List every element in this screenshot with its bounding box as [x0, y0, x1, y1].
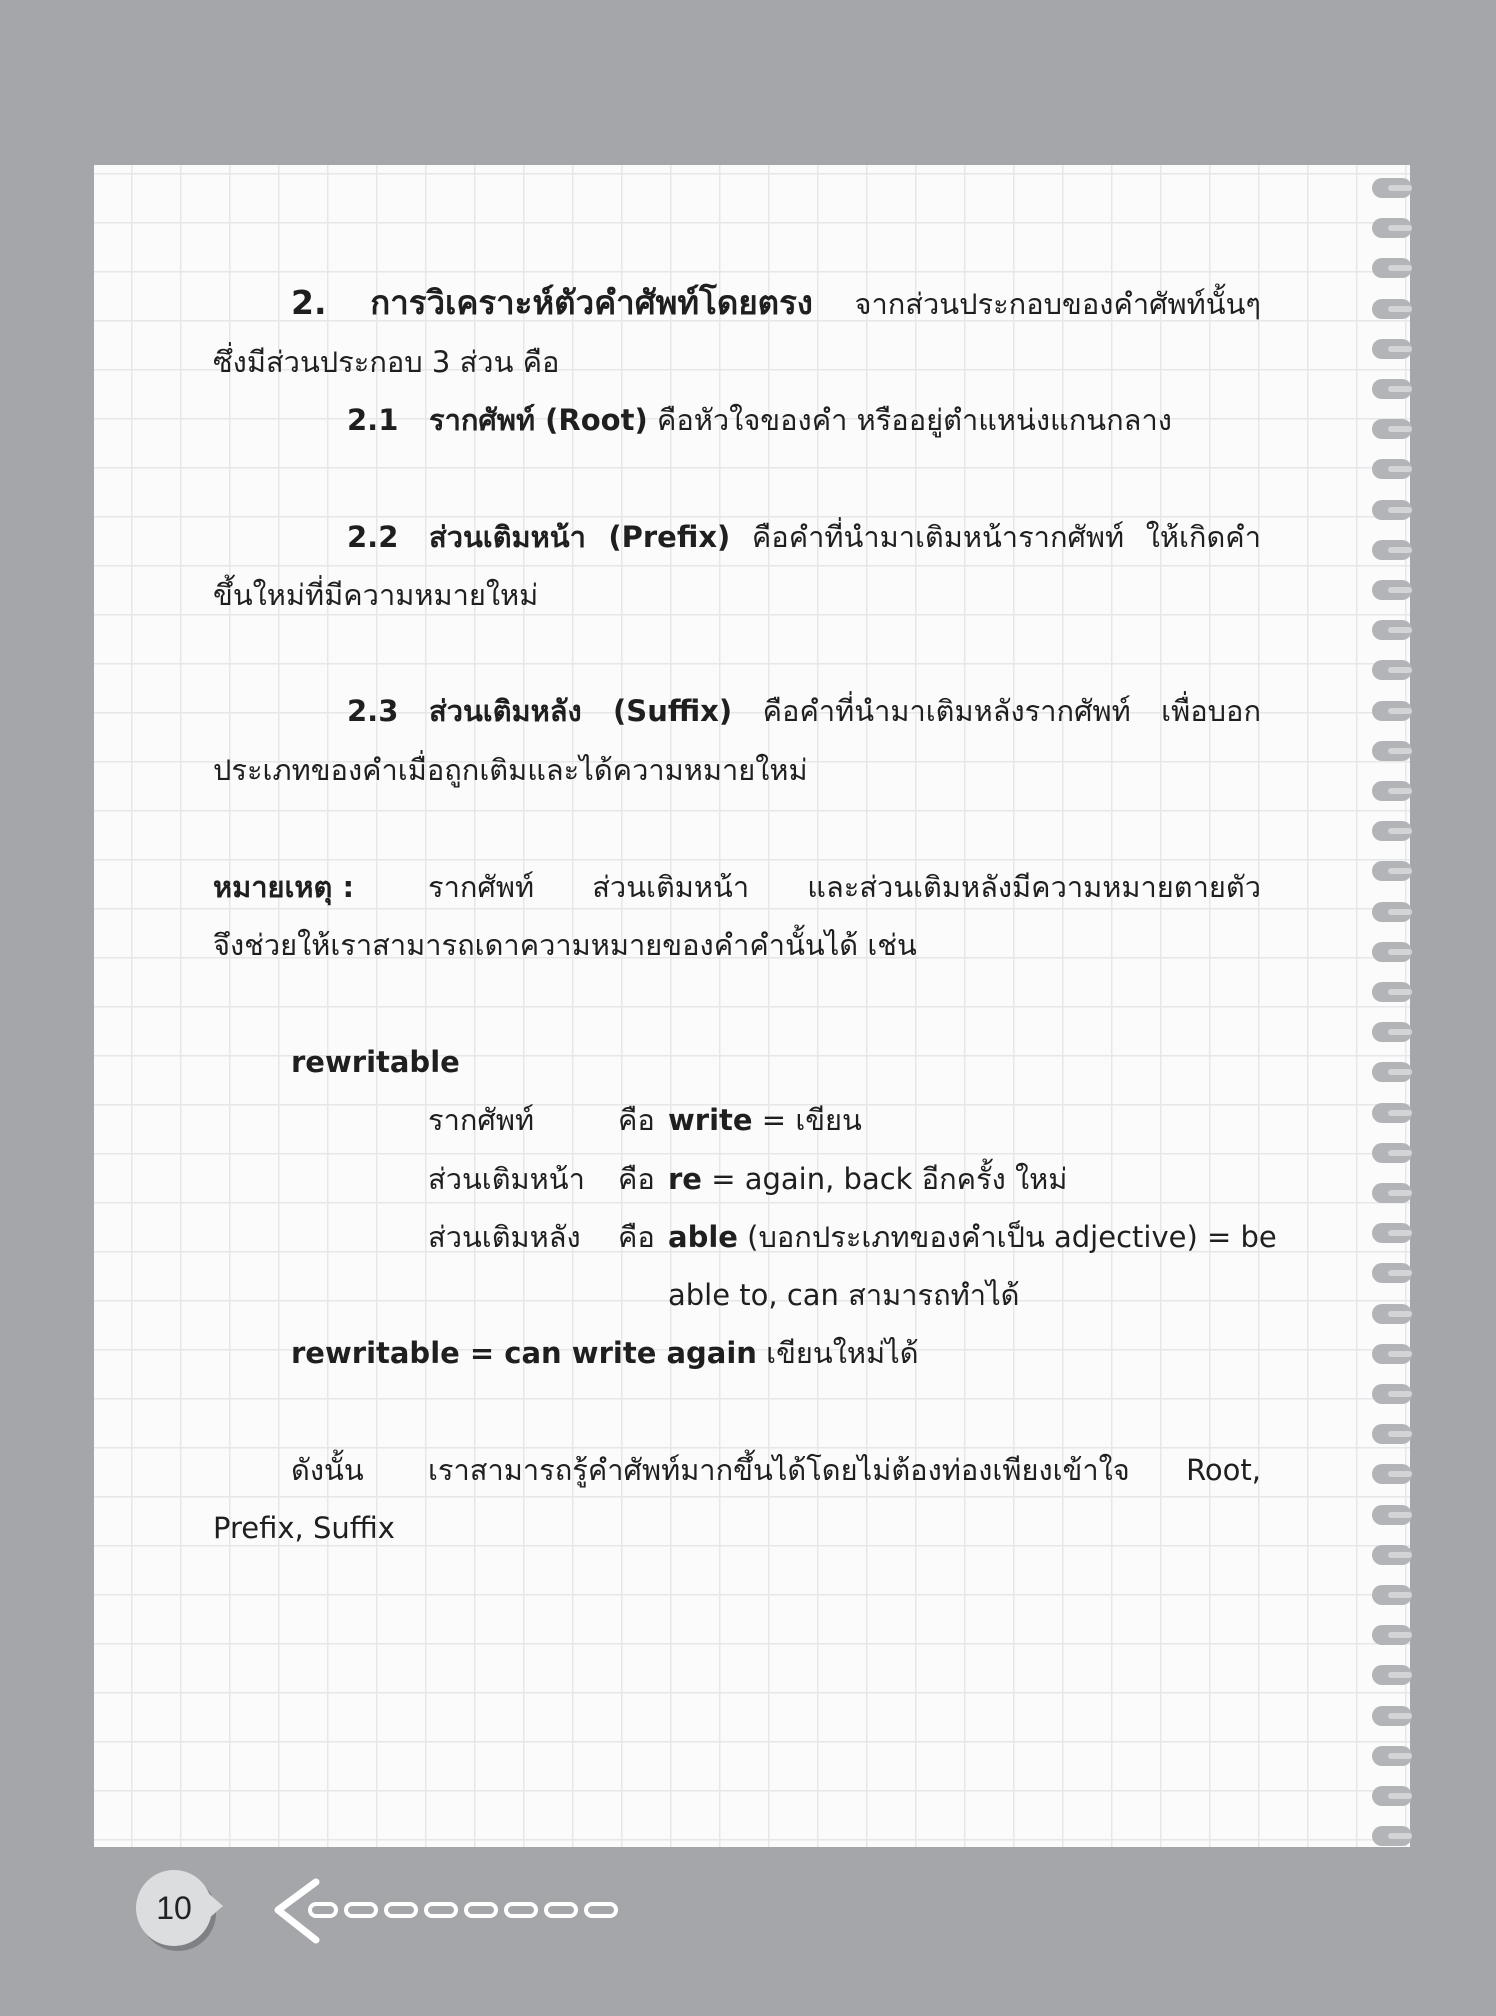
example-label: ส่วนเติมหน้า [428, 1162, 585, 1196]
spiral-ring [1372, 1665, 1412, 1685]
spiral-ring [1372, 660, 1412, 680]
note-line [213, 867, 1261, 907]
section-heading: 2. การวิเคราะห์ตัวคำศัพท์โดยตรง [291, 283, 813, 322]
note-cont: จึงช่วยให้เราสามารถเดาความหมายของคำคำนั้นได้ เช่น [213, 928, 917, 962]
example-rest: = เขียน [752, 1103, 862, 1137]
conclusion-text: เราสามารถรู้คำศัพท์มากขึ้นได้โดยไม่ต้องท่องเพียงเข้าใจ Root, [428, 1453, 1261, 1487]
example-result-bold: rewritable = can write again [291, 1336, 757, 1370]
example-result-rest: เขียนใหม่ได้ [756, 1336, 919, 1370]
example-bold: re [668, 1162, 702, 1196]
spiral-ring [1372, 821, 1412, 841]
item-suffix [213, 691, 1261, 731]
example-row-suffix [428, 1217, 1476, 1257]
example-continuation: able to, can สามารถทำได้ [668, 1278, 1020, 1312]
spiral-ring [1372, 781, 1412, 801]
spiral-ring [1372, 1022, 1412, 1042]
conclusion-cont: Prefix, Suffix [213, 1511, 395, 1545]
example-row-prefix [428, 1159, 1476, 1199]
item-term: รากศัพท์ (Root) [429, 403, 648, 437]
spiral-ring [1372, 1826, 1412, 1846]
spiral-ring [1372, 861, 1412, 881]
chevron-left-dashes-icon [270, 1878, 650, 1948]
spiral-ring [1372, 500, 1412, 520]
spiral-ring [1372, 178, 1412, 198]
example-label: ส่วนเติมหลัง [428, 1220, 581, 1254]
section-intro: จากส่วนประกอบของคำศัพท์นั้นๆ [854, 287, 1262, 321]
spiral-ring [1372, 1706, 1412, 1726]
spiral-ring [1372, 620, 1412, 640]
spiral-ring [1372, 379, 1412, 399]
spiral-ring [1372, 701, 1412, 721]
spiral-ring [1372, 1384, 1412, 1404]
spiral-ring [1372, 1545, 1412, 1565]
page-number-badge [136, 1870, 212, 1946]
example-kue: คือ [618, 1220, 655, 1254]
spiral-ring [1372, 1625, 1412, 1645]
spiral-ring [1372, 741, 1412, 761]
spiral-ring [1372, 1746, 1412, 1766]
page-number: 10 [156, 1889, 192, 1926]
section-intro-cont: ซึ่งมีส่วนประกอบ 3 ส่วน คือ [213, 345, 560, 379]
note-text: รากศัพท์ ส่วนเติมหน้า และส่วนเติมหลังมีความหมายตายตัว [428, 870, 1261, 904]
item-prefix [213, 517, 1261, 557]
example-rest: (บอกประเภทของคำเป็น adjective) = be [737, 1220, 1277, 1254]
item-root [213, 400, 1261, 440]
spiral-ring [1372, 580, 1412, 600]
item-number: 2.1 [347, 403, 399, 437]
item-term: ส่วนเติมหลัง (Suffix) [429, 694, 733, 728]
example-result [291, 1333, 1339, 1373]
item-desc: คือคำที่นำมาเติมหลังรากศัพท์ เพื่อบอก [762, 694, 1262, 728]
spiral-ring [1372, 1344, 1412, 1364]
spiral-ring [1372, 942, 1412, 962]
spiral-ring [1372, 459, 1412, 479]
item-suffix-cont: ประเภทของคำเมื่อถูกเติมและได้ความหมายใหม่ [213, 753, 808, 787]
example-kue: คือ [618, 1103, 655, 1137]
spiral-ring [1372, 982, 1412, 1002]
example-word: rewritable [291, 1045, 460, 1079]
item-term: ส่วนเติมหน้า (Prefix) [429, 520, 731, 554]
item-desc: คือหัวใจของคำ หรืออยู่ตำแหน่งแกนกลาง [656, 403, 1172, 437]
spiral-ring [1372, 540, 1412, 560]
spiral-ring [1372, 1786, 1412, 1806]
example-bold: write [668, 1103, 753, 1137]
spiral-ring [1372, 1062, 1412, 1082]
spiral-ring [1372, 1585, 1412, 1605]
spiral-ring [1372, 1505, 1412, 1525]
example-label: รากศัพท์ [428, 1103, 535, 1137]
spiral-ring [1372, 1424, 1412, 1444]
spiral-ring [1372, 258, 1412, 278]
spiral-ring [1372, 218, 1412, 238]
spiral-ring [1372, 902, 1412, 922]
example-kue: คือ [618, 1162, 655, 1196]
example-row-root [428, 1100, 1476, 1140]
page-badge-tail [207, 1892, 223, 1920]
spiral-binding [1372, 178, 1416, 1838]
example-rest: = again, back อีกครั้ง ใหม่ [701, 1162, 1068, 1196]
conclusion-label: ดังนั้น [291, 1453, 364, 1487]
item-desc: คือคำที่นำมาเติมหน้ารากศัพท์ ให้เกิดคำ [751, 520, 1261, 554]
spiral-ring [1372, 419, 1412, 439]
conclusion-line [213, 1450, 1261, 1490]
item-number: 2.3 [347, 694, 399, 728]
item-prefix-cont: ขึ้นใหม่ที่มีความหมายใหม่ [213, 578, 539, 612]
item-number: 2.2 [347, 520, 399, 554]
spiral-ring [1372, 299, 1412, 319]
spiral-ring [1372, 1464, 1412, 1484]
spiral-ring [1372, 339, 1412, 359]
example-bold: able [668, 1220, 738, 1254]
note-label: หมายเหตุ : [213, 870, 355, 904]
section-heading-line [213, 283, 1261, 324]
